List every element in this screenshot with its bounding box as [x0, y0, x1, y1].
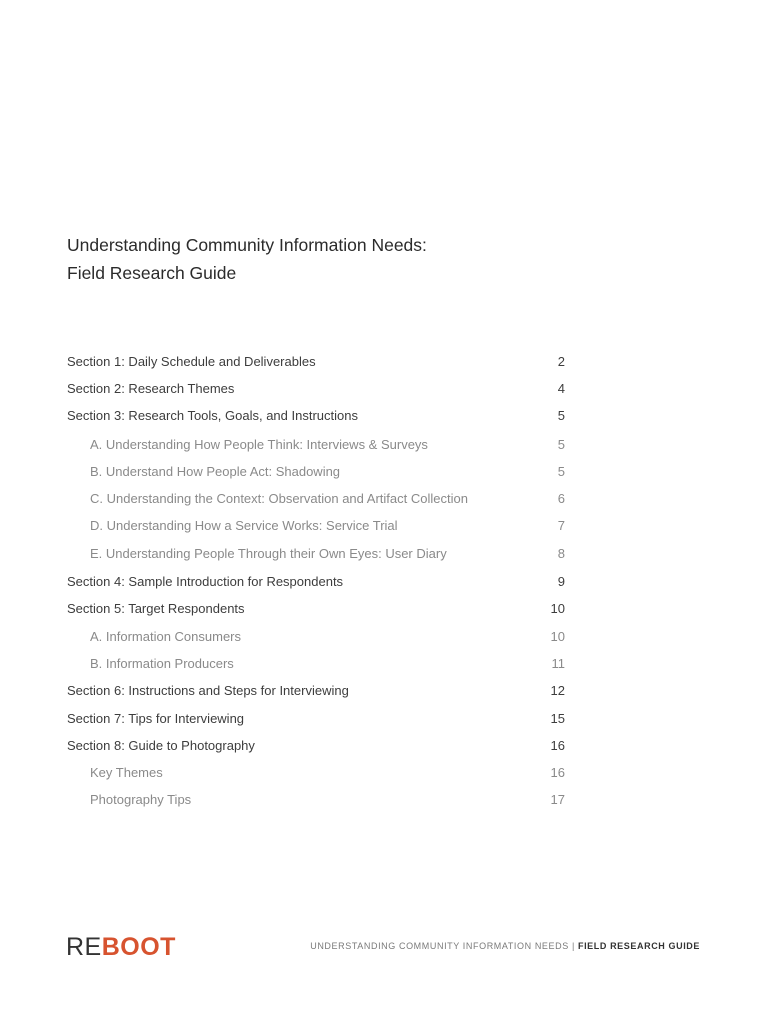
- toc-section-entry: [67, 678, 565, 704]
- toc-subsection-entry: [67, 459, 565, 485]
- toc-entry-label: B. Information Producers: [90, 656, 234, 671]
- toc-entry-label: Section 8: Guide to Photography: [67, 738, 255, 753]
- toc-entry-label: Section 4: Sample Introduction for Respondents: [67, 574, 344, 589]
- logo-boot: BOOT: [101, 933, 176, 961]
- toc-entry-label: Photography Tips: [90, 792, 192, 807]
- toc-entry-page-number: 15: [550, 711, 565, 726]
- toc-entry-page-number: 11: [551, 656, 565, 671]
- footer-title: UNDERSTANDING COMMUNITY INFORMATION NEEDS: [310, 941, 569, 951]
- toc-entry-label: Section 5: Target Respondents: [67, 601, 245, 616]
- toc-entry-page-number: 5: [557, 437, 565, 452]
- toc-entry-label: D. Understanding How a Service Works: Service Trial: [90, 518, 398, 533]
- toc-entry-page-number: 7: [557, 518, 565, 533]
- toc-entry-label: E. Understanding People Through their Own Eyes: User Diary: [90, 546, 447, 561]
- toc-subsection-entry: [67, 760, 565, 786]
- toc-entry-page-number: 5: [557, 464, 565, 479]
- toc-entry-label: B. Understand How People Act: Shadowing: [90, 464, 341, 479]
- toc-entry-page-number: 8: [557, 546, 565, 561]
- title-line-2: Field Research Guide: [67, 263, 237, 283]
- toc-section-entry: [67, 403, 565, 429]
- toc-entry-label: Section 1: Daily Schedule and Deliverables: [67, 354, 316, 369]
- footer-separator: |: [568, 941, 578, 951]
- footer-subtitle: FIELD RESEARCH GUIDE: [577, 941, 700, 951]
- toc-section-entry: [67, 349, 565, 375]
- toc-section-entry: [67, 569, 565, 595]
- toc-section-entry: [67, 706, 565, 732]
- toc-entry-page-number: 9: [557, 574, 565, 589]
- toc-subsection-entry: [67, 432, 565, 458]
- toc-section-entry: [67, 376, 565, 402]
- toc-entry-label: A. Understanding How People Think: Interviews & Surveys: [90, 437, 428, 452]
- toc-entry-page-number: 17: [550, 792, 565, 807]
- running-footer: [310, 941, 700, 951]
- toc-subsection-entry: [67, 513, 565, 539]
- toc-entry-page-number: 2: [557, 354, 565, 369]
- logo-re: RE: [66, 933, 102, 961]
- toc-subsection-entry: [67, 624, 565, 650]
- toc-subsection-entry: [67, 787, 565, 813]
- toc-entry-label: Section 6: Instructions and Steps for Interviewing: [67, 683, 349, 698]
- toc-entry-label: A. Information Consumers: [90, 629, 242, 644]
- title-line-1: Understanding Community Information Needs:: [67, 235, 427, 255]
- toc-entry-page-number: 6: [557, 491, 565, 506]
- toc-entry-page-number: 5: [557, 408, 565, 423]
- document-title: [67, 231, 427, 287]
- reboot-logo: [66, 932, 176, 962]
- toc-entry-page-number: 16: [550, 765, 565, 780]
- toc-entry-label: Section 7: Tips for Interviewing: [67, 711, 245, 726]
- toc-subsection-entry: [67, 541, 565, 567]
- toc-subsection-entry: [67, 486, 565, 512]
- toc-subsection-entry: [67, 651, 565, 677]
- toc-entry-page-number: 16: [550, 738, 565, 753]
- toc-section-entry: [67, 733, 565, 759]
- toc-section-entry: [67, 596, 565, 622]
- toc-entry-page-number: 10: [550, 629, 565, 644]
- toc-entry-label: C. Understanding the Context: Observation and Artifact Collection: [90, 491, 468, 506]
- toc-entry-page-number: 12: [550, 683, 565, 698]
- toc-entry-label: Section 2: Research Themes: [67, 381, 235, 396]
- toc-entry-label: Key Themes: [90, 765, 163, 780]
- toc-entry-label: Section 3: Research Tools, Goals, and Instructions: [67, 408, 358, 423]
- toc-entry-page-number: 10: [550, 601, 565, 616]
- toc-entry-page-number: 4: [557, 381, 565, 396]
